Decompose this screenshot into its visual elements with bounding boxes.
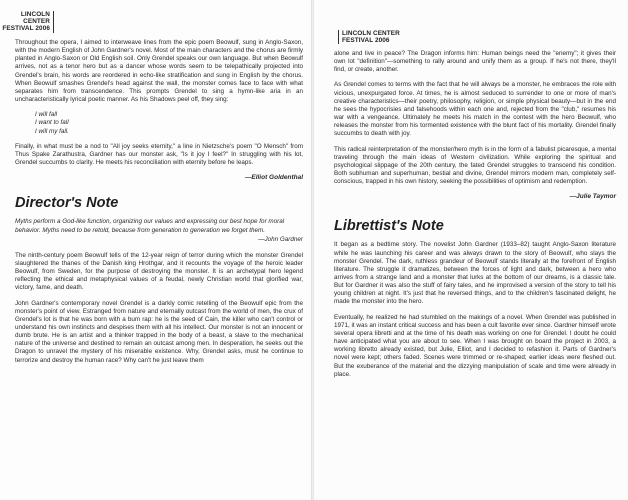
left-page [0,0,311,500]
signature-taymor: —Julie Taymor [569,193,616,201]
left-paragraph-3: The ninth-century poem Beowulf tells of the 12-year reign of terror during which the monster Grendel slaughtered the thanes of the Danish king Hrothgar, and it recounts the voyage of the heroic leader Beowulf, from Sweden, for the purpose of destroying the monster. It is an archetypal hero legend reflecting the ethical and metaphysical values of a feudal, newly Christian world that glorified war, victory, fame, and death. [15,251,303,292]
lyrics-block [35,111,303,136]
right-paragraph-2: As Grendel comes to terms with the fact that he will always be a monster, he embraces the role with vicious, unexpurgated force. At times, he is almost seduced to surrender to one or more of man's creative characteristics—their poetry, philosophy, religion, or simple physical beauty—but in the end he sees the hypocrisies and falsehoods within each one and, rejected from the "club," resumes his war with a vengeance. Ultimately he meets his match in the contest with the hero Beowulf, who releases the monster from his tormented existence with the blunt fact of his mortality. Grendel finally succumbs to death with joy. [334,81,616,138]
signature-goldenthal: —Elliot Goldenthal [244,174,303,182]
lyric-line: I will fall [35,111,58,119]
left-paragraph-1: Throughout the opera, I aimed to interweave lines from the epic poem Beowulf, sung in Anglo-Saxon, with the modern English of John Gardner's novel. Most of the main characters and the chorus are firmly planted in Anglo-Saxon or Old English soil. Only Grendel speaks our own language. But when Beowulf arrives, not as a tenor hero but as a dancer whose words seem to be telepathically projected into Grendel's brain, his words are reordered in echo-like stratification and sung in English by the chorus. When Beowulf smashes Grendel's head against the wall, the monster comes face to face with what separates him from transcendence. This prompts Grendel to sing a hymn-like aria in an uncharacteristically lyrical poetic manner. As his Shadows peel off, they sing: [15,39,303,104]
epigraph: Myths perform a God-like function, organizing our values and expressing our best hope for moral behavior. Myths need to be retold, because from generation to generation we forget them. [15,218,285,234]
running-header-right [338,30,400,44]
right-paragraph-5: Eventually, he realized he had stumbled on the makings of a novel. When Grendel was published in 1971, it was an instant critical success and has been a cult favorite ever since. Gardner himself wrote several opera libretti and at the time of his death was working on one for Grendel. I doubt he could have anticipated what you are about to see. When I was brought on board the project in 2003, a working libretto already existed, but Julie, Elliot, and I decided to refashion it. Parts of Gardner's novel were kept; others faded. Scenes were trimmed or re-shaped; earlier ideas were fleshed out. But the exuberance of the material and the dizzying manipulation of scale and time were already in place. [334,313,616,378]
left-paragraph-2: Finally, in what must be a nod to "All joy seeks eternity," a line in Nietzsche's poem "O Mensch" from Thus Spake Zarathustra, Gardner has our monster ask, "Is it joy I feel?" In struggling with his lot, Grendel succumbs to clarity. He meets his reconciliation with eternity before he leaps. [15,142,303,167]
header-line-2: FESTIVAL 2006 [2,25,50,33]
right-page [314,0,628,500]
header-line-2: FESTIVAL 2006 [342,37,390,45]
left-paragraph-4: John Gardner's contemporary novel Grendel is a darkly comic retelling of the Beowulf epic from the monster's point of view. Estranged from nature and eternally outcast from the world of men, the crux of Grendel's lot is that he was born with a bum rap: he is the seed of Cain, the killer who can't control or understand his own instincts and despises them with all his intellect. Our monster is not an innocent or dumb brute. He is an artist and a thinker trapped in the body of a beast, a slave to the mechanical nature of the universe and destined to remain an outcast among men. In desperation, he seeks out the Dragon to unravel the mystery of his miserable existence. Why, Grendel asks, must he continue to terrorize and destroy the human race? Why can't he just leave them [15,299,303,364]
right-paragraph-3: This radical reinterpretation of the monster/hero myth is in the form of a fabulist picaresque, a mental traveling through the main ideas of Western civilization. While exploring the spiritual and psychological slippage of the 20th century, the fated Grendel struggles to transcend his condition. Both subhuman and superhuman, bestial and divine, Grendel mirrors modern man, completely self-conscious, trapped in his own history, seeking the possibilities of optimism and redemption. [334,145,616,186]
right-paragraph-1: alone and live in peace? The Dragon informs him: Human beings need the "enemy"; it gives their own lot "definition"—something to rally around and unify them as a group. If he's not there, they'll find, or create, another. [334,50,616,74]
epigraph-signature: —John Gardner [258,235,303,243]
right-paragraph-4: It began as a bedtime story. The novelist John Gardner (1933–82) taught Anglo-Saxon literature while he was launching his career and was always drawn to the story of Beowulf, who slays the monster Grendel. The dark, ruthless grandeur of Beowulf stands literally at the forefront of English literature. The struggle it dramatizes, between the forces of light and dark, between a hero who arrives from a strange land and a monster that lurks at the bottom of our dreams, is a classic tale. But for Gardner it was also the stuff of fairy tales, and he improvised a version of the story to tell his young children at night. It's just that he reversed things, and to the children's fascinated delight, he made the monster into the hero. [334,241,616,306]
librettists-note-title: Librettist's Note [334,218,444,235]
lyric-line: I want to fall [35,119,69,127]
header-line-1: LINCOLN CENTER [20,11,50,26]
running-header-left [2,11,54,33]
directors-note-title: Director's Note [15,195,119,212]
lyric-line: I will my fall. [35,127,69,135]
header-line-1: LINCOLN CENTER [342,30,400,37]
